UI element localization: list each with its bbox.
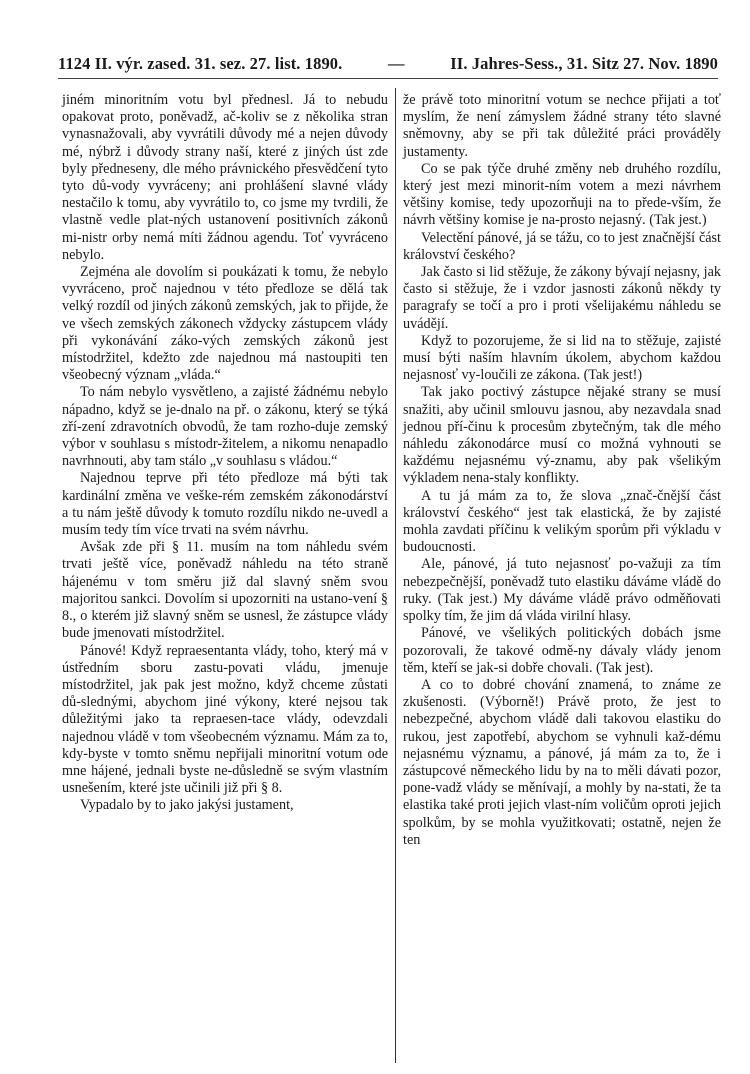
paragraph: Najednou teprve při této předloze má býti tak kardinální změna ve veške-rém zemském zákonodárství a tu nám ještě důvody k tomuto rozdílu nikdo ne-uvedl a musím tedy tím více trvati na svém návrhu.: [62, 470, 388, 539]
paragraph: Co se pak týče druhé změny neb druhého rozdílu, který jest mezi minorit-ním votem a mezi návrhem většiny komise, tedy upozorňuji na to přede-vším, že návrh většiny komise je na-prosto nejasný. (Tak jest.): [403, 160, 721, 229]
paragraph: Pánové! Když repraesentanta vlády, toho, který má v ústředním sboru zastu-povati vládu, jmenuje místodržitel, jak pak jest možno, když chceme zůstati dů-slednými, abychom jiné výkony, které nejsou tak důležitými jako ta repraesen-tace vlády, odevzdali najednou vládě v tom všeobecném významu. Mám za to, kdy-byste v tomto sněmu nepřijali minoritní votum ode mne hájené, jednali byste ne-důsledně se svým vlastním usnešením, které jste učinili již při § 8.: [62, 642, 388, 797]
paragraph: Tak jako poctivý zástupce nějaké strany se musí snažiti, aby učinil smlouvu jasnou, aby nezavdala snad jednou pří-činu k procesům zbytečným, tak dle mého náhledu zákonodárce musí co možná vyhnouti se každému nejasnému vý-znamu, aby pak všelikým výkladem nena-staly konflikty.: [403, 384, 721, 487]
page-header: [58, 40, 718, 74]
paragraph: Zejména ale dovolím si poukázati k tomu, že nebylo vyvráceno, proč najednou v této předloze se dělá tak velký rozdíl od jiných zákonů zemských, jak to přijde, že ve všech zemských zákonech vždycky zástupcem vlády při vykonávání záko-vých zemských zákonů jest místodržitel, kdežto zde najednou má nastoupiti ten všeobecný význam „vláda.“: [62, 264, 388, 384]
paragraph: jiném minoritním votu byl přednesl. Já to nebudu opakovat proto, poněvadž, ač-koliv se z několika stran vynasnažovali, aby vyvrátili důvody mé a nejen důvody mé, nýbrž i důvody strany naší, které z jiných úst zde byly předneseny, dle mého právnického přesvědčení tyto tyto dů-vody vyvráceny; ani prohlášení slavné vlády nestačilo k tomu, aby vyvrátilo to, co jsme my tvrdili, že vlastně vedle plat-ných ustanovení positivních zákonů mi-nistr orby nemá míti žádnou agendu. Toť vyvráceno nebylo.: [62, 92, 388, 263]
header-right: II. Jahres-Sess., 31. Sitz 27. Nov. 1890: [450, 54, 718, 73]
paragraph: A co to dobré chování znamená, to známe ze zkušenosti. (Výborně!) Právě proto, že jest to nebezpečné, abychom vládě dali takovou elastiku do rukou, jest zapotřebí, abychom se vyhnuli kaž-dému nejasnému významu, a pánové, já mám za to, že i zástupcové německého lidu by na to měli dávati pozor, pone-vadž vlády se měnívají, a mohly by na-stati, že ta elastika také proti jejich vlast-ním voličům oproti jejich spolkům, by se mohla využitkovati; ostatně, nejen že ten: [403, 676, 721, 848]
paragraph: Velectění pánové, já se tážu, co to jest značnější část království českého?: [403, 229, 721, 263]
paragraph: Pánové, ve všelikých politických dobách jsme pozorovali, že takové odmě-ny dávaly vlády jenom těm, kteří se jak-si dobře chovali. (Tak jest).: [403, 625, 721, 676]
right-column: [403, 92, 721, 849]
paragraph: Avšak zde při § 11. musím na tom náhledu svém trvati ještě více, poněvadž náhledu na této straně hájenému v tom směru již dal slavný sněm svou majoritou sankci. Dovolím si upozorniti na ustano-vení § 8., o kterém již slavný sněm se usnesl, že zástupce vlády bude jmenovati místodržitel.: [62, 539, 388, 642]
paragraph: že právě toto minoritní votum se nechce přijati a toť myslím, že není zámyslem žádné strany této slavné sněmovny, aby se při tak důležité práci prováděly justamenty.: [403, 92, 721, 160]
header-rule: [58, 78, 718, 79]
paragraph: Jak často si lid stěžuje, že zákony bývají nejasny, jak často si stěžuje, že i vzdor jasnosti zákonů někdy ty paragrafy se točí a pro i proti všelijakému náhledu se uvádějí.: [403, 264, 721, 332]
paragraph: To nám nebylo vysvětleno, a zajisté žádnému nebylo nápadno, když se je-dnalo na př. o zákonu, který se týká zří-zení zdravotních obvodů, že tam rozho-duje zemský výbor v souhlasu s místodr-žitelem, a nikomu nenapadlo navrhnouti, aby tam stálo „v souhlasu s vládou.“: [62, 384, 388, 470]
header-separator: —: [388, 54, 405, 73]
paragraph: Ale, pánové, já tuto nejasnosť po-važuji za tím nebezpečnější, poněvadž tuto elastiku dáváme vládě do ruky. (Tak jest.) My dáváme vládě právo odměňovati spolky tím, že jim dá vláda virilní hlasy.: [403, 556, 721, 625]
paragraph: Když to pozorujeme, že si lid na to stěžuje, zajisté musí býti naším hlavním úkolem, abychom každou nejasnosť vy-loučili ze zákona. (Tak jest!): [403, 332, 721, 384]
paragraph: Vypadalo by to jako jakýsi justament,: [80, 797, 294, 814]
header-left: 1124 II. výr. zased. 31. sez. 27. list. 1890.: [58, 54, 343, 73]
column-divider: [395, 88, 396, 1063]
paragraph: A tu já mám za to, že slova „znač-čnější část království českého“ jest tak elastická, že by zajisté mohla zavdati příčinu k velikým sporům při výkladu v budoucnosti.: [403, 487, 721, 556]
left-column: [62, 92, 388, 815]
